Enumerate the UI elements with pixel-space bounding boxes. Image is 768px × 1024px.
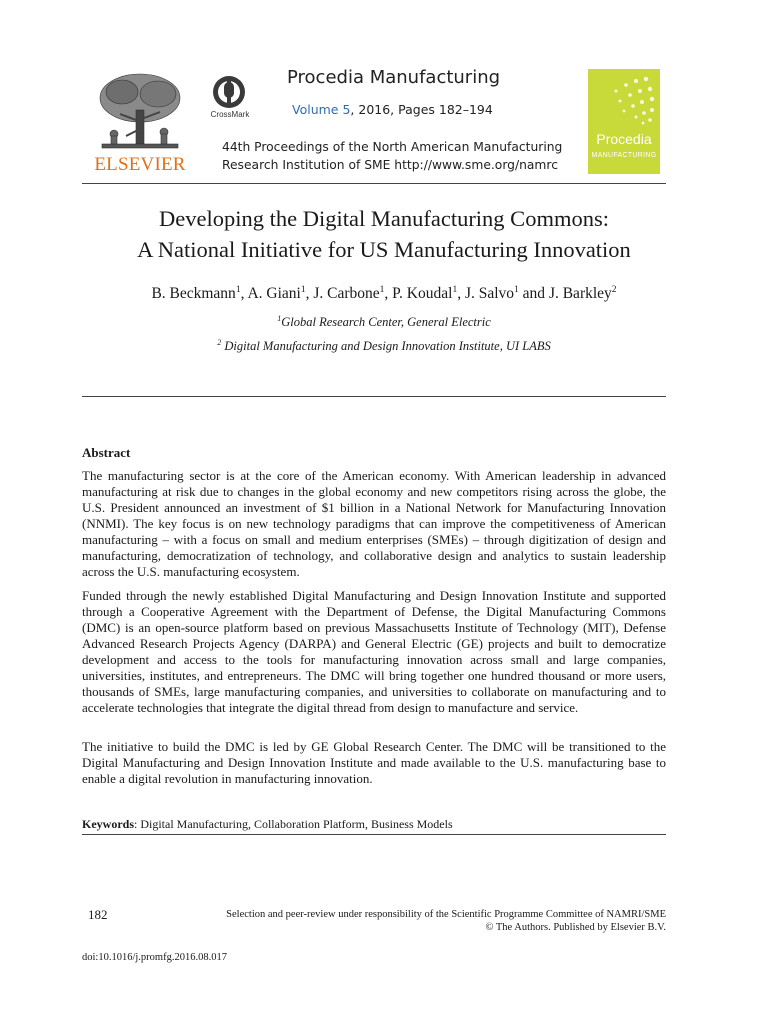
proceedings-line-2: Research Institution of SME http://www.sme.org/namrc — [222, 158, 558, 172]
journal-cover[interactable] — [588, 69, 660, 174]
volume-link[interactable]: Volume 5 — [292, 102, 351, 117]
footer-peer-review: Selection and peer-review under responsibility of the Scientific Programme Committee of NAMRI/SME — [226, 909, 666, 920]
cover-subtitle: MANUFACTURING — [591, 152, 657, 159]
publisher-wordmark: ELSEVIER — [94, 154, 186, 175]
author[interactable]: P. Koudal$^1$ — [392, 285, 458, 303]
title-divider — [82, 396, 666, 397]
elsevier-logo — [92, 70, 188, 174]
article-title-line-1: Developing the Digital Manufacturing Commons: — [159, 206, 609, 231]
journal-volume — [292, 102, 493, 117]
keywords-text: : Digital Manufacturing, Collaboration Platform, Business Models — [134, 817, 453, 831]
footer-copyright: © The Authors. Published by Elsevier B.V. — [485, 922, 666, 933]
keywords-divider — [82, 834, 666, 835]
keywords — [82, 817, 453, 832]
proceedings-line-1: 44th Proceedings of the North American Manufacturing — [222, 140, 563, 154]
journal-name: Procedia Manufacturing — [287, 67, 501, 88]
header-divider — [82, 183, 666, 184]
affiliation-2: $^2$ Digital Manufacturing and Design Innovation Institute, UI LABS — [217, 338, 551, 354]
abstract-paragraph-3: The initiative to build the DMC is led by GE Global Research Center. The DMC will be transitioned to the Digital Manufacturing and Design Innovation Institute and made available to the U.S. manufacturing base to enable a digital revolution in manufacturing innovation. — [82, 739, 666, 786]
abstract-heading: Abstract — [82, 445, 131, 460]
author[interactable]: J. Salvo$^1$ — [464, 285, 519, 303]
author-list: B. Beckmann$^1$, A. Giani$^1$, J. Carbone$^1$, P. Koudal$^1$, J. Salvo$^1$ and J. Barkley$^2$ — [151, 285, 617, 303]
abstract-paragraph-2: Funded through the newly established Digital Manufacturing and Design Innovation Institute and supported through a Cooperative Agreement with the Department of Defense, the Digital Manufacturing Commons (DMC) is an open-source platform based on previous Massachusetts Institute of Technology (MIT), Defense Advanced Research Projects Agency (DARPA) and General Electric (GE) projects and built to democratize development and access to the tools for manufacturing innovation across small and large companies, universities, institutes, and entrepreneurs. The DMC will bring together one hundred thousand or more users, thousands of SMEs, large manufacturing companies, and universities to collaborate on manufacturing and to accelerate technologies that integrate the digital thread from design to manufacture and service. — [82, 588, 666, 715]
abstract-paragraph-1: The manufacturing sector is at the core of the American economy. With American leadership in advanced manufacturing at risk due to changes in the global economy and new competitors rising across the globe, the U.S. President announced an investment of $1 billion in a National Network for Manufacturing Innovation (NNMI). The key focus is on new technology paradigms that can improve the competitiveness of American manufacturing – with a focus on small and medium enterprises (SMEs) – through digitization of design and manufacturing, democratization of technology, and collaborative design and analytics to sustain leadership across the U.S. manufacturing ecosystem. — [82, 468, 666, 579]
author[interactable]: A. Giani$^1$ — [247, 285, 306, 303]
keywords-label: Keywords — [82, 817, 134, 831]
elsevier-tree-icon — [92, 70, 188, 154]
dots-pattern-icon — [588, 69, 660, 129]
doi-link[interactable]: doi:10.1016/j.promfg.2016.08.017 — [82, 952, 227, 963]
page-number: 182 — [88, 907, 108, 922]
author[interactable]: J. Carbone$^1$ — [313, 285, 385, 303]
cover-title: Procedia — [596, 131, 652, 147]
author[interactable]: J. Barkley$^2$ — [548, 285, 617, 303]
affiliation-1: $^1$Global Research Center, General Electric — [277, 314, 491, 330]
author[interactable]: B. Beckmann$^1$ — [151, 285, 241, 303]
crossmark-label: CrossMark — [210, 110, 250, 119]
article-title-line-2: A National Initiative for US Manufacturing Innovation — [137, 237, 631, 262]
volume-pages: , 2016, Pages 182–194 — [350, 102, 493, 117]
